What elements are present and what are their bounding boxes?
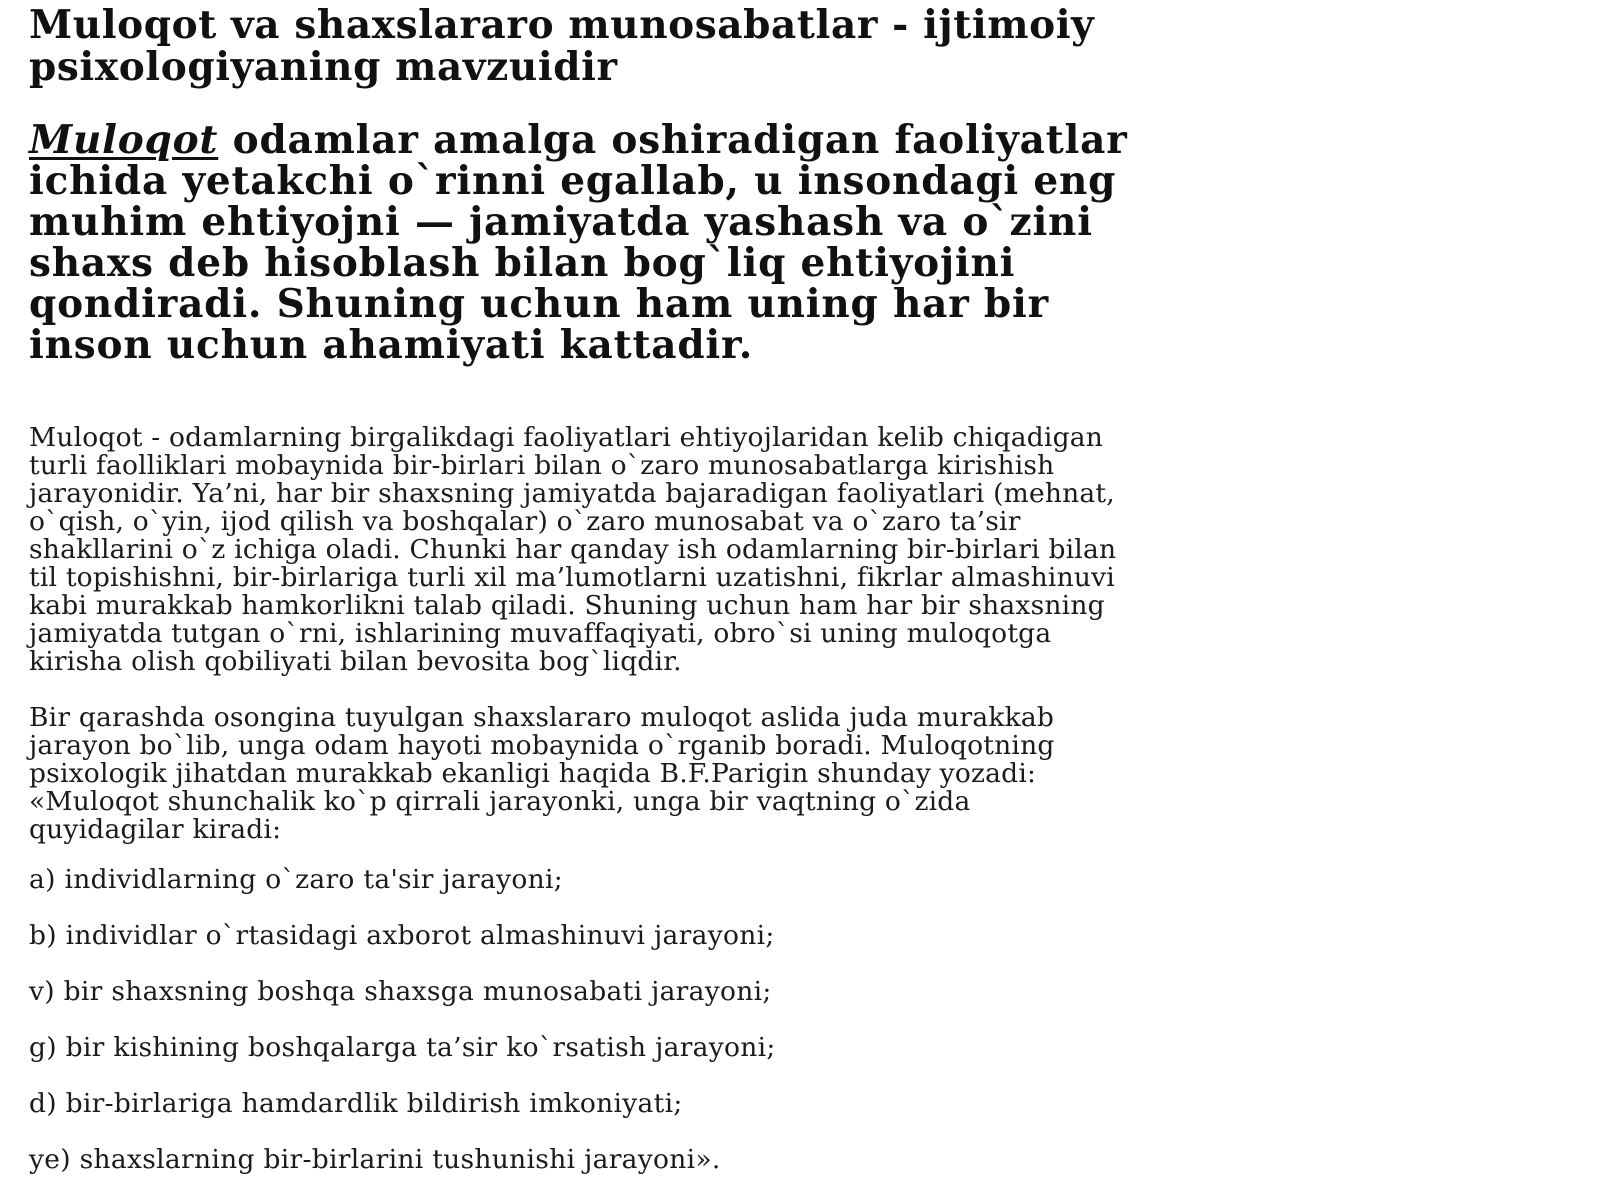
lead-line: inson uchun ahamiyati kattadir. (29, 322, 754, 368)
title-line: Muloqot va shaxslararo munosabatlar - ijtimoiy (29, 2, 1095, 48)
lead-line: qondiradi. Shuning uchun ham uning har bir (29, 281, 1049, 327)
body-paragraph-2 (29, 704, 1589, 844)
list-item: d) bir-birlariga hamdardlik bildirish imkoniyati; (29, 1088, 683, 1119)
paragraph-line: kabi murakkab hamkorlikni talab qiladi. Shuning uchun ham har bir shaxsning (29, 590, 1105, 621)
paragraph-line: Bir qarashda osongina tuyulgan shaxslararo muloqot aslida juda murakkab (29, 702, 1055, 733)
paragraph-line: o`qish, o`yin, ijod qilish va boshqalar) o`zaro munosabat va o`zaro ta’sir (29, 506, 1021, 537)
paragraph-line: til topishishni, bir-birlariga turli xil ma’lumotlarni uzatishni, fikrlar almashinuvi (29, 562, 1115, 593)
interaction-process-list (29, 866, 1589, 1174)
list-item: a) individlarning o`zaro ta'sir jarayoni; (29, 864, 563, 895)
paragraph-line: turli faolliklari mobaynida bir-birlari bilan o`zaro munosabatlarga kirishish (29, 450, 1055, 481)
title-line: psixologiyaning mavzuidir (29, 44, 618, 90)
paragraph-line: jarayonidir. Ya’ni, har bir shaxsning jamiyatda bajaradigan faoliyatlari (mehnat, (29, 478, 1115, 509)
paragraph-line: Muloqot - odamlarning birgalikdagi faoliyatlari ehtiyojlaridan kelib chiqadigan (29, 422, 1104, 453)
paragraph-line: jarayon bo`lib, unga odam hayoti mobaynida o`rganib boradi. Muloqotning (29, 730, 1055, 761)
list-item: b) individlar o`rtasidagi axborot almashinuvi jarayoni; (29, 920, 775, 951)
list-item: ye) shaxslarning bir-birlarini tushunishi jarayoni». (29, 1144, 721, 1175)
lead-line: shaxs deb hisoblash bilan bog`liq ehtiyojini (29, 240, 1016, 286)
lead-first-line-text: odamlar amalga oshiradigan faoliyatlar (218, 117, 1128, 163)
body-paragraph-1 (29, 424, 1589, 676)
lead-line: muhim ehtiyojni — jamiyatda yashash va o`zini (29, 199, 1093, 245)
lead-line (29, 117, 1589, 163)
lead-term: Muloqot (29, 117, 219, 163)
document-page (29, 4, 1589, 1202)
paragraph-line: «Muloqot shunchalik ko`p qirrali jarayonki, unga bir vaqtning o`zida (29, 786, 971, 817)
lead-paragraph (29, 117, 1589, 368)
paragraph-line: jamiyatda tutgan o`rni, ishlarining muvaffaqiyati, obro`si uning muloqotga (29, 618, 1052, 649)
paragraph-line: shakllarini o`z ichiga oladi. Chunki har qanday ish odamlarning bir-birlari bilan (29, 534, 1117, 565)
list-item: g) bir kishining boshqalarga ta’sir ko`rsatish jarayoni; (29, 1032, 776, 1063)
lead-line: ichida yetakchi o`rinni egallab, u insondagi eng (29, 158, 1117, 204)
paragraph-line: psixologik jihatdan murakkab ekanligi haqida B.F.Parigin shunday yozadi: (29, 758, 1037, 789)
paragraph-line: kirisha olish qobiliyati bilan bevosita bog`liqdir. (29, 646, 682, 677)
list-item: v) bir shaxsning boshqa shaxsga munosabati jarayoni; (29, 976, 772, 1007)
paragraph-line: quyidagilar kiradi: (29, 814, 282, 845)
document-title (29, 4, 1589, 88)
